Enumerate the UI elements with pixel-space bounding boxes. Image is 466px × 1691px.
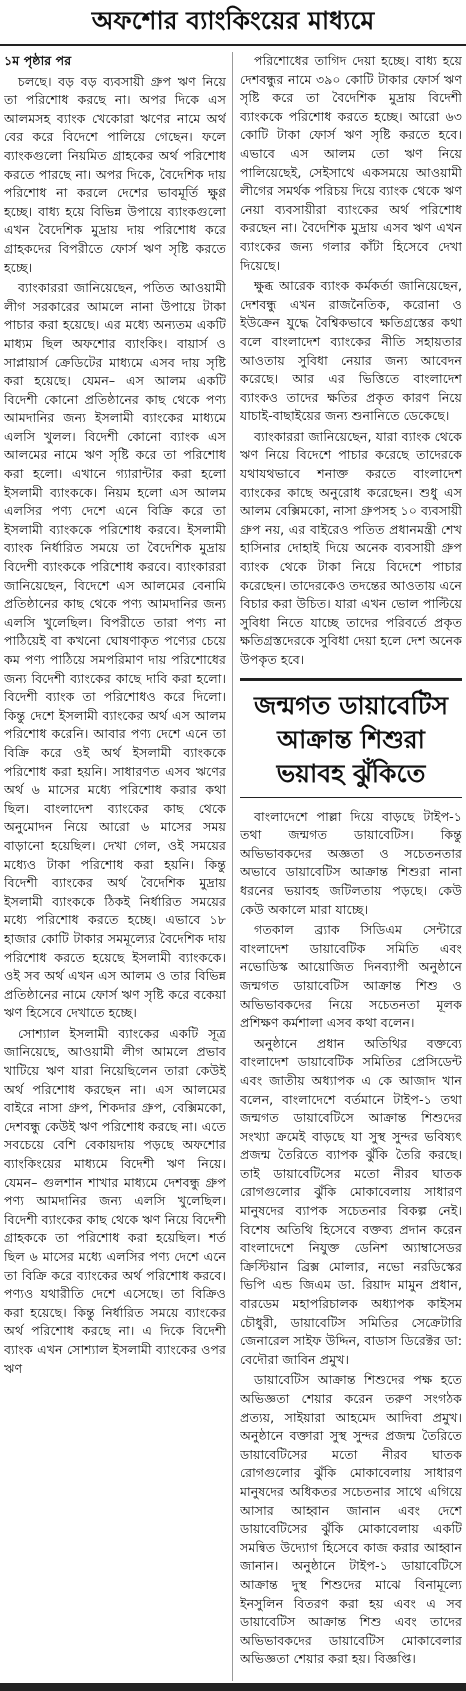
article-paragraph: ক্ষুব্ধ আরেক ব্যাংক কর্মকর্তা জানিয়েছেন, দেশবন্ধু এখন রাজনৈতিক, করোনা ও ইউক্রেন যুদ্ধে বৈশ্বিকভাবে ক্ষতিগ্রস্তের কথা বলে বাংলাদেশ ব্যাংকের নীতি সহায়তার আওতায় সুবিধা নেয়ার জন্য আবেদন করেছে। আর এর ভিত্তিতে বাংলাদেশ ব্যাংকও তাদের ক্ষতির প্রকৃত কারণ নিয়ে যাচাই-বাছাইয়ের জন্য শুনানিতে ডেকেছে।	[240, 278, 462, 424]
article-paragraph: সোশ্যাল ইসলামী ব্যাংকের একটি সূত্র জানিয়েছে, আওয়ামী লীগ আমলে প্রভাব খাটিয়ে ঋণ যারা নিয়েছিলেন তারা কেউই অর্থ পরিশোধ করছেন না। এস আলমের বাইরে নাসা গ্রুপ, শিকদার গ্রুপ, বেক্সিমকো, দেশবন্ধু কেউই ঋণ পরিশোধ করছে না। এতে সবচেয়ে বেশি বেকায়দায় পড়ছে অফশোর ব্যাংকিংয়ের মাধ্যমে বিদেশী ঋণ নিয়ে। যেমন– গুলশান শাখার মাধ্যমে দেশবন্ধু গ্রুপ পণ্য আমদানির জন্য এলসি খুলেছিল। বিদেশী ব্যাংকের কাছ থেকে ঋণ নিয়ে বিদেশী গ্রাহককে তা পরিশোধ করা হয়েছিল। শর্ত ছিল ৬ মাসের মধ্যে এলসির পণ্য দেশে এনে তা বিক্রি করে ব্যাংকের অর্থ পরিশোধ করবে। পণ্যও যথারীতি দেশে এসেছে। তা বিক্রিও করা হয়েছে। কিন্তু নির্ধারিত সময়ে ব্যাংকের অর্থ পরিশোধ করছে না। এ দিকে বিদেশী ব্যাংক এখন সোশ্যাল ইসলামী ব্যাংকের ওপর ঋণ	[4, 1025, 226, 1376]
left-column	[4, 52, 226, 1681]
article-paragraph: চলছে। বড় বড় ব্যবসায়ী গ্রুপ ঋণ নিয়ে তা পরিশোধ করছে না। অপর দিকে এস আলমসহ ব্যাংক খেকোরা ঋণের নামে অর্থ বের করে বিদেশে পালিয়ে গেছেন। ফলে ব্যাংকগুলো নিয়মিত গ্রাহকের অর্থ পরিশোধ করতে পারছে না। অপর দিকে, বৈদেশিক দায় পরিশোধ না করলে দেশের ভাবমূর্তি ক্ষুণ্ণ হচ্ছে। বাধ্য হয়ে বিভিন্ন উপায়ে ব্যাংকগুলো এখন বৈদেশিক মুদ্রায় দায় পরিশোধ করে গ্রাহকদের বিপরীতে ফোর্স ঋণ সৃষ্টি করতে হচ্ছে।	[4, 73, 226, 275]
article-paragraph: বাংলাদেশে পাল্লা দিয়ে বাড়ছে টাইপ-১ তথা জন্মগত ডায়াবেটিস। কিন্তু অভিভাবকদের অজ্ঞতা ও সচেতনতার অভাবে ডায়াবেটিস আক্রান্ত শিশুরা নানা ধরনের ভয়াবহ জটিলতায় পড়ছে। কেউ কেউ অকালে মারা যাচ্ছে।	[240, 808, 462, 917]
article-paragraph: ব্যাংকাররা জানিয়েছেন, যারা ব্যাংক থেকে ঋণ নিয়ে বিদেশে পাচার করেছে তাদেরকে যথাযথভাবে শনাক্ত করতে বাংলাদেশ ব্যাংকের কাছে অনুরোধ করেছেন। শুধু এস আলম বেক্সিমকো, নাসা গ্রুপসহ ১০ ব্যবসায়ী গ্রুপ নয়, এর বাইরেও পতিত প্রধানমন্ত্রী শেখ হাসিনার দোহাই দিয়ে অনেক ব্যবসায়ী গ্রুপ ব্যাংক থেকে টাকা নিয়ে বিদেশে পাচার করেছেন। তাদেরকেও তদন্তের আওতায় এনে বিচার করা উচিত। যারা এখন ভোল পাল্টিয়ে সুবিধা নিতে যাচ্ছে তাদের পরিবর্তে প্রকৃত ক্ষতিগ্রস্তদেরকে সুবিধা দেয়া হলে দেশ অনেক উপকৃত হবে।	[240, 428, 462, 667]
article-paragraph: গতকাল ব্র্যাক সিডিএম সেন্টারে বাংলাদেশ ডায়াবেটিক সমিতি এবং নভোডিস্ক আয়োজিত দিনব্যাপী অনুষ্ঠানে জন্মগত ডায়াবেটিস আক্রান্ত শিশু ও অভিভাবকদের নিয়ে সচেতনতা মূলক প্রশিক্ষণ কর্মশালা এসব কথা বলেন।	[240, 922, 462, 1031]
right-column	[240, 52, 462, 1681]
dateline: ১ম পৃষ্ঠার পর	[4, 53, 72, 68]
main-headline: অফশোর ব্যাংকিংয়ের মাধ্যমে	[0, 0, 466, 46]
article-paragraph: অনুষ্ঠানে প্রধান অতিথির বক্তব্যে বাংলাদেশ ডায়াবেটিক সমিতির প্রেসিডেন্ট এবং জাতীয় অধ্যাপক এ কে আজাদ খান বলেন, বাংলাদেশে বর্তমানে টাইপ-১ তথা জন্মগত ডায়াবেটিসে আক্রান্ত শিশুদের সংখ্যা ক্রমেই বাড়ছে যা সুস্থ সুন্দর ভবিষ্যৎ প্রজন্ম তৈরিতে ব্যাপক ঝুঁকি তৈরি করছে। তাই ডায়াবেটিসের মতো নীরব ঘাতক রোগগুলোর ঝুঁকি মোকাবেলায় সাধারণ মানুষদের ব্যাপক সচেতনার বিকল্প নেই। বিশেষ অতিথি হিসেবে বক্তব্য প্রদান করেন বাংলাদেশে নিযুক্ত ডেনিশ অ্যাম্বাসেডর ক্রিস্টিয়ান ব্রিক্স মোলার, নভো নরডিস্কের ভিপি এন্ড জিএম ডা. রিয়াদ মামুন প্রধান, বারডেম মহাপরিচালক অধ্যাপক কাইসম চৌধুরী, ডায়াবেটিস সমিতির সেক্রেটারি জেনারেল সাইফ উদ্দিন, বাডাস ডিরেক্টর ডা: বেদৌরা জাবিন প্রমুখ।	[240, 1035, 462, 1367]
article-paragraph: ডায়াবেটিস আক্রান্ত শিশুদের পক্ষ হতে অভিজ্ঞতা শেয়ার করেন তরুণ সংগঠক প্রত্যয়, সাইয়ারা আহমেদ আদিবা প্রমুখ। অনুষ্ঠানে বক্তারা সুস্থ সুন্দর প্রজন্ম তৈরিতে ডায়াবেটিসের মতো নীরব ঘাতক রোগগুলোর ঝুঁকি মোকাবেলায় সাধারণ মানুষদের অধিকতর সচেতনার সাথে এগিয়ে আসার আহ্বান জানান এবং দেশে ডায়াবেটিসের ঝুঁকি মোকাবেলায় একটি সমন্বিত উদ্যোগ হিসেবে কাজ করার আহ্বান জানান। অনুষ্ঠানে টাইপ-১ ডায়াবেটিসে আক্রান্ত দুস্থ শিশুদের মাঝে বিনামূল্যে ইনসুলিন বিতরণ করা হয় এবং এ সব ডায়াবেটিস আক্রান্ত শিশু এবং তাদের অভিভাবকদের ডায়াবেটিস মোকাবেলার অভিজ্ঞতা শেয়ার করা হয়। বিজ্ঞপ্তি।	[240, 1372, 462, 1667]
second-article-headline	[240, 678, 462, 798]
article-paragraph: ব্যাংকাররা জানিয়েছেন, পতিত আওয়ামী লীগ সরকারের আমলে নানা উপায়ে টাকা পাচার করা হয়েছে। এর মধ্যে অন্যতম একটি মাধ্যম ছিল অফশোর ব্যাংকিং। বায়ার্স ও সাপ্লায়ার্স ক্রেডিটের মাধ্যমে এসব দায় সৃষ্টি করা হয়েছে। যেমন– এস আলম একটি বিদেশী কোনো প্রতিষ্ঠানের কাছ থেকে পণ্য আমদানির জন্য ইসলামী ব্যাংকের মাধ্যমে এলসি খুলল। বিদেশী কোনো ব্যাংক এস আলমের নামে ঋণ সৃষ্টি করে তা পরিশোধ করা হলো। এখানে গ্যারান্টার করা হলো ইসলামী ব্যাংককে। নিয়ম হলো এস আলম এলসির পণ্য দেশে এনে বিক্রি করে তা ইসলামী ব্যাংককে পরিশোধ করবে। ইসলামী ব্যাংক নির্ধারিত সময়ে তা বৈদেশিক মুদ্রায় বিদেশী ব্যাংককে পরিশোধ করবে। ব্যাংকাররা জানিয়েছেন, বিদেশে এস আলমের বেনামি প্রতিষ্ঠানের কাছ থেকে পণ্য আমদানির জন্য এলসি খুলেছিল। বিপরীতে তারা পণ্য না পাঠিয়েই বা কখনো ঘোষণাকৃত পণ্যের চেয়ে কম পণ্য পাঠিয়ে সমপরিমাণ দায় পরিশোধের জন্য বিদেশী ব্যাংকের কাছে দাবি করা হলো। বিদেশী ব্যাংক তা পরিশোধও করে দিলো। কিন্তু দেশে ইসলামী ব্যাংকের অর্থ এস আলম পরিশোধ করেনি। আবার পণ্য দেশে এনে তা বিক্রি করে ওই অর্থ ইসলামী ব্যাংককে পরিশোধ করা হয়নি। সাধারণত এসব ঋণের অর্থ ৬ মাসের মধ্যে পরিশোধ করার কথা ছিল। বাংলাদেশ ব্যাংকের কাছ থেকে অনুমোদন নিয়ে আরো ৬ মাসের সময় বাড়ানো হয়েছিল। দেখা গেল, ওই সময়ের মধ্যেও টাকা পরিশোধ করা হয়নি। কিন্তু বিদেশী ব্যাংকের অর্থ বৈদেশিক মুদ্রায় ইসলামী ব্যাংককে ঠিকই নির্ধারিত সময়ের মধ্যে পরিশোধ করতে হচ্ছে। এভাবে ১৮ হাজার কোটি টাকার সমমূল্যের বৈদেশিক দায় পরিশোধ করতে হয়েছে ইসলামী ব্যাংককে। ওই সব অর্থ এখন এস আলম ও তার বিভিন্ন প্রতিষ্ঠানের নামে ফোর্স ঋণ সৃষ্টি করে বকেয়া ঋণ হিসেবে দেখাতে হচ্ছে।	[4, 280, 226, 1021]
article-paragraph: পরিশোধের তাগিদ দেয়া হচ্ছে। বাধ্য হয়ে দেশবন্ধুর নামে ৩৯০ কোটি টাকার ফোর্স ঋণ সৃষ্টি করে তা বৈদেশিক মুদ্রায় বিদেশী ব্যাংককে পরিশোধ করতে হচ্ছে। আরো ৬৩ কোটি টাকা ফোর্স ঋণ সৃষ্টি করতে হবে। এভাবে এস আলম তো ঋণ নিয়ে পালিয়েছেই, সেইসাথে একসময়ে আওয়ামী লীগের সমর্থক পরিচয় দিয়ে ব্যাংক থেকে ঋণ নেয়া ব্যবসায়ীরা ব্যাংকের অর্থ পরিশোধ করছেন না। বৈদেশিক মুদ্রায় এসব ঋণ এখন ব্যাংকের জন্য গলার কাঁটা হিসেবে দেখা দিয়েছে।	[240, 53, 462, 273]
headline-line: আক্রান্ত শিশুরা	[277, 724, 425, 754]
headline-line: ভয়াবহ ঝুঁকিতে	[276, 758, 426, 788]
column-divider	[232, 52, 233, 1681]
headline-line: জন্মগত ডায়াবেটিস	[253, 690, 448, 720]
bottom-border	[0, 1683, 466, 1691]
